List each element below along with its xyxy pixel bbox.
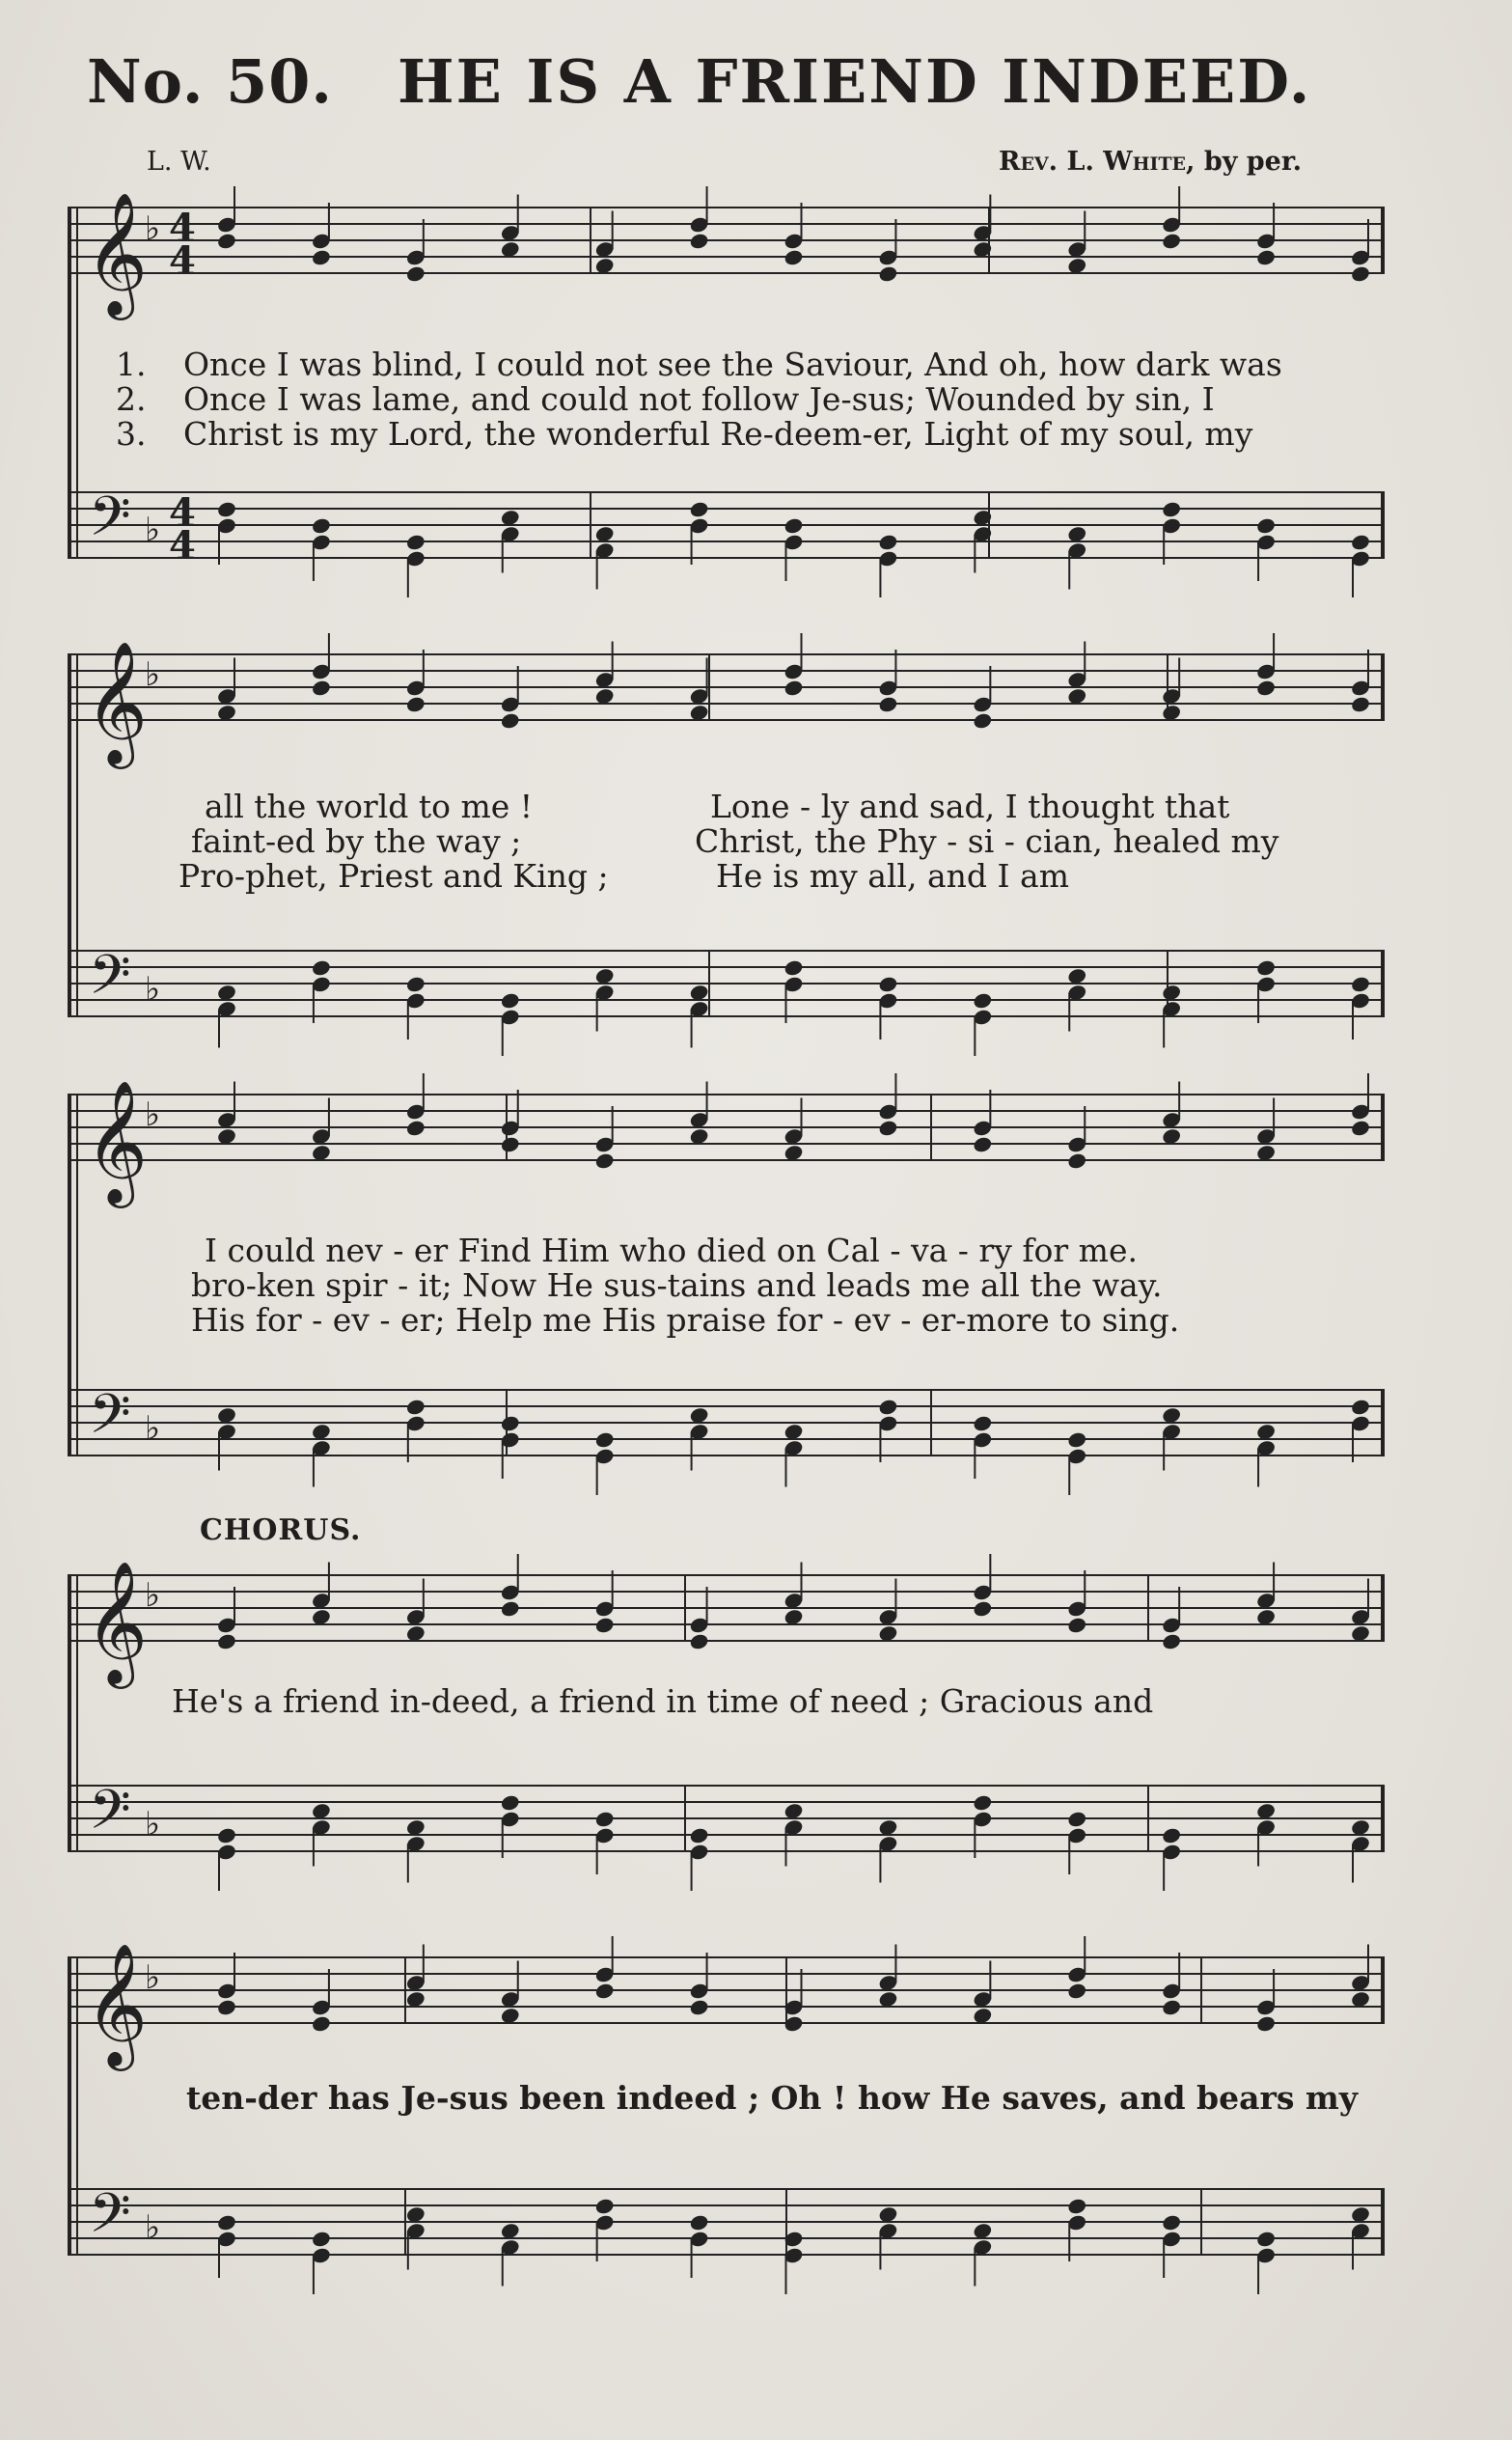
note-head xyxy=(406,266,425,283)
note-head xyxy=(312,1145,330,1161)
note-head xyxy=(501,1601,519,1618)
note-head xyxy=(1351,1609,1369,1625)
note-head xyxy=(690,1983,708,2000)
treble-staff-1 xyxy=(68,208,1385,273)
note-head xyxy=(1163,217,1181,234)
note-head xyxy=(690,502,708,518)
note-head xyxy=(1068,1153,1086,1170)
note-head xyxy=(595,241,614,258)
note-head xyxy=(1351,977,1369,993)
note-head xyxy=(312,1593,330,1609)
note-head xyxy=(1068,1432,1086,1449)
svg-text:♭: ♭ xyxy=(145,1576,161,1615)
note-head xyxy=(690,1424,708,1440)
note-head xyxy=(690,518,708,535)
note-head xyxy=(501,993,519,1010)
note-head xyxy=(690,1128,708,1145)
note-head xyxy=(974,697,992,713)
hymn-page: No. 50. HE IS A FRIEND INDEED. L. W. Rev. L. White, by per. 𝄞 ♭ 4 4 𝄢 ♭ 4 4 1. Once I was blind, I could not see the Saviour, And oh, how dark was 2. Once I was lame, and could not follow Je-sus; Wounded by sin, I 3. Christ is my Lord, the wonderful Re-deem-er, Light of my soul, my 𝄞 ♭ 𝄢 ♭ all the world to me ! Lone - ly and sad, I thought that faint-ed by the way ; Christ, the Phy - si - cian, healed my Pro-phet, Priest and King ; He is my all, and I am 𝄞 ♭ 𝄢 ♭ I could nev - er Find Him who died on Cal - va - ry for me. bro-ken spir - it; Now He sus-tains and leads me all the way. His for - ev - er; Help me His praise for - ev - er-more to sing. CHORUS. 𝄞 ♭ 𝄢 ♭ He's a friend in-deed, a friend in time of need ; Gracious and 𝄞 ♭ 𝄢 ♭ ten-der has Je-sus been indeed ; Oh ! how He saves, and bears my xyxy=(0,0,1512,2440)
note-head xyxy=(879,266,897,283)
note-head xyxy=(406,1400,425,1416)
note-head xyxy=(1257,960,1276,977)
note-head xyxy=(974,1991,992,2008)
note-head xyxy=(312,680,330,697)
note-head xyxy=(1257,1819,1276,1836)
note-head xyxy=(784,1819,803,1836)
note-head xyxy=(879,993,897,1010)
note-head xyxy=(879,977,897,993)
note-head xyxy=(406,1609,425,1625)
svg-text:♭: ♭ xyxy=(145,1958,161,1997)
verse-2-line-1: 2. Once I was lame, and could not follow Je-sus; Wounded by sin, I xyxy=(116,380,1215,418)
note-head xyxy=(1351,1104,1369,1121)
note-head xyxy=(1163,518,1181,535)
note-head xyxy=(595,258,614,274)
note-head xyxy=(1257,1440,1276,1456)
note-head xyxy=(879,1975,897,1991)
note-head xyxy=(1068,526,1086,542)
note-head xyxy=(784,960,803,977)
note-head xyxy=(217,1844,235,1861)
note-head xyxy=(1068,241,1086,258)
time-sig-top: 4 xyxy=(169,206,196,251)
flat-icon: ♭ xyxy=(145,209,161,248)
svg-text:𝄞: 𝄞 xyxy=(85,640,149,763)
note-head xyxy=(974,1795,992,1812)
note-head xyxy=(1257,1424,1276,1440)
note-head xyxy=(1351,680,1369,697)
note-head xyxy=(1351,1819,1369,1836)
svg-text:𝄞: 𝄞 xyxy=(85,1079,149,1203)
note-head xyxy=(217,502,235,518)
svg-text:𝄞: 𝄞 xyxy=(85,1560,149,1683)
note-head xyxy=(974,1812,992,1828)
note-head xyxy=(312,1819,330,1836)
note-head xyxy=(784,518,803,535)
note-head xyxy=(312,977,330,993)
note-head xyxy=(974,2008,992,2024)
svg-text:𝄢: 𝄢 xyxy=(89,2182,131,2259)
svg-text:𝄢: 𝄢 xyxy=(89,1383,131,1459)
note-head xyxy=(879,551,897,568)
note-head xyxy=(595,984,614,1001)
note-head xyxy=(974,1601,992,1618)
note-head xyxy=(312,664,330,680)
note-head xyxy=(312,535,330,551)
svg-text:♭: ♭ xyxy=(145,970,161,1009)
note-head xyxy=(879,1400,897,1416)
note-head xyxy=(974,1585,992,1601)
note-head xyxy=(1163,1112,1181,1128)
note-head xyxy=(784,664,803,680)
words-credit: L. W. xyxy=(147,147,211,177)
chorus-label: CHORUS. xyxy=(200,1513,362,1547)
note-head xyxy=(784,1609,803,1625)
note-head xyxy=(501,1795,519,1812)
note-head xyxy=(879,1819,897,1836)
note-head xyxy=(784,977,803,993)
note-head xyxy=(784,1145,803,1161)
note-head xyxy=(501,1812,519,1828)
note-head xyxy=(1068,1449,1086,1465)
note-head xyxy=(974,1121,992,1137)
time-sig-bottom: 4 xyxy=(169,238,196,284)
note-head xyxy=(217,1424,235,1440)
note-head xyxy=(217,2215,235,2232)
note-head xyxy=(312,2232,330,2248)
composer-suffix: , by per. xyxy=(1186,147,1303,177)
note-head xyxy=(974,1137,992,1153)
note-head xyxy=(1068,1983,1086,2000)
note-head xyxy=(1257,977,1276,993)
note-head xyxy=(1351,535,1369,551)
note-head xyxy=(879,250,897,266)
notes-system-4 xyxy=(217,1554,1369,1891)
hymn-title: HE IS A FRIEND INDEED. xyxy=(398,46,1312,117)
note-head xyxy=(784,1593,803,1609)
note-head xyxy=(217,1618,235,1634)
note-head xyxy=(1068,968,1086,984)
note-head xyxy=(1351,1991,1369,2008)
note-head xyxy=(406,1121,425,1137)
note-head xyxy=(501,1121,519,1137)
note-head xyxy=(974,2223,992,2239)
note-head xyxy=(406,551,425,568)
svg-text:𝄢: 𝄢 xyxy=(89,944,131,1020)
note-head xyxy=(1163,705,1181,721)
note-head xyxy=(406,1416,425,1432)
note-head xyxy=(784,680,803,697)
verse-3-line-1: 3. Christ is my Lord, the wonderful Re-deem-er, Light of my soul, my xyxy=(116,415,1253,453)
note-head xyxy=(1068,1618,1086,1634)
note-head xyxy=(501,1010,519,1026)
note-head xyxy=(595,1618,614,1634)
note-head xyxy=(501,241,519,258)
note-head xyxy=(1163,1001,1181,1017)
note-head xyxy=(501,1991,519,2008)
note-head xyxy=(312,518,330,535)
note-head xyxy=(690,1407,708,1424)
note-head xyxy=(595,1983,614,2000)
note-head xyxy=(312,1128,330,1145)
note-head xyxy=(1351,551,1369,568)
note-head xyxy=(406,2206,425,2223)
note-head xyxy=(974,993,992,1010)
note-head xyxy=(312,2000,330,2016)
note-head xyxy=(1163,234,1181,250)
note-head xyxy=(879,1609,897,1625)
svg-text:𝄞: 𝄞 xyxy=(85,1942,149,2066)
note-head xyxy=(1257,2248,1276,2264)
note-head xyxy=(1163,688,1181,705)
note-head xyxy=(690,705,708,721)
note-head xyxy=(501,2008,519,2024)
note-head xyxy=(217,1407,235,1424)
note-head xyxy=(1351,1416,1369,1432)
note-head xyxy=(595,968,614,984)
note-head xyxy=(406,1819,425,1836)
note-head xyxy=(1163,1634,1181,1650)
note-head xyxy=(595,1828,614,1844)
note-head xyxy=(974,713,992,730)
note-head xyxy=(217,217,235,234)
note-head xyxy=(406,535,425,551)
composer-name: Rev. L. White xyxy=(999,147,1187,177)
note-head xyxy=(1257,250,1276,266)
note-head xyxy=(501,2239,519,2256)
note-head xyxy=(1351,993,1369,1010)
note-head xyxy=(595,1432,614,1449)
note-head xyxy=(690,2215,708,2232)
note-head xyxy=(879,680,897,697)
note-head xyxy=(690,1634,708,1650)
note-head xyxy=(1163,1844,1181,1861)
note-head xyxy=(879,1104,897,1121)
note-head xyxy=(690,217,708,234)
note-head xyxy=(595,542,614,559)
note-head xyxy=(501,510,519,526)
note-head xyxy=(217,705,235,721)
note-head xyxy=(595,1812,614,1828)
note-head xyxy=(784,535,803,551)
note-head xyxy=(690,1112,708,1128)
note-head xyxy=(784,1440,803,1456)
hymn-number: No. 50. xyxy=(87,46,333,117)
note-head xyxy=(595,2199,614,2215)
note-head xyxy=(217,1001,235,1017)
note-head xyxy=(595,1449,614,1465)
note-head xyxy=(217,2000,235,2016)
note-head xyxy=(1163,502,1181,518)
note-head xyxy=(217,1112,235,1128)
note-head xyxy=(501,1585,519,1601)
note-head xyxy=(1351,1121,1369,1137)
note-head xyxy=(879,1836,897,1852)
music-credit xyxy=(999,147,1302,177)
note-head xyxy=(974,1010,992,1026)
note-head xyxy=(1257,2016,1276,2033)
note-head xyxy=(312,1803,330,1819)
note-head xyxy=(501,526,519,542)
note-head xyxy=(406,993,425,1010)
note-head xyxy=(1068,672,1086,688)
note-head xyxy=(1068,2215,1086,2232)
note-head xyxy=(312,2016,330,2033)
note-head xyxy=(879,697,897,713)
note-head xyxy=(690,984,708,1001)
note-head xyxy=(406,1975,425,1991)
note-head xyxy=(784,234,803,250)
note-head xyxy=(501,2223,519,2239)
note-head xyxy=(406,1836,425,1852)
svg-text:♭: ♭ xyxy=(145,1409,161,1448)
note-head xyxy=(501,1432,519,1449)
note-head xyxy=(1351,1400,1369,1416)
note-head xyxy=(217,1983,235,2000)
note-head xyxy=(690,1001,708,1017)
note-head xyxy=(312,250,330,266)
note-head xyxy=(1163,2000,1181,2016)
music-system-5 xyxy=(0,1940,1512,2316)
note-head xyxy=(690,234,708,250)
note-head xyxy=(312,234,330,250)
note-head xyxy=(1257,664,1276,680)
note-head xyxy=(406,680,425,697)
bass-clef-icon: 𝄢 xyxy=(89,485,131,562)
note-head xyxy=(1068,1812,1086,1828)
note-head xyxy=(312,960,330,977)
note-head xyxy=(1257,1609,1276,1625)
note-head xyxy=(1351,697,1369,713)
note-head xyxy=(1163,2232,1181,2248)
note-head xyxy=(1068,258,1086,274)
note-head xyxy=(1068,1967,1086,1983)
note-head xyxy=(595,688,614,705)
note-head xyxy=(501,1416,519,1432)
note-head xyxy=(1257,1145,1276,1161)
note-head xyxy=(1257,2232,1276,2248)
note-head xyxy=(1351,1975,1369,1991)
note-head xyxy=(974,1416,992,1432)
svg-text:♭: ♭ xyxy=(145,655,161,694)
note-head xyxy=(879,1121,897,1137)
note-head xyxy=(1163,1424,1181,1440)
note-head xyxy=(879,535,897,551)
note-head xyxy=(1257,1593,1276,1609)
note-head xyxy=(690,1844,708,1861)
note-head xyxy=(1163,1983,1181,2000)
note-head xyxy=(1351,2206,1369,2223)
note-head xyxy=(595,1153,614,1170)
note-head xyxy=(312,2248,330,2264)
music-system-4 xyxy=(0,1554,1512,1930)
note-head xyxy=(879,2206,897,2223)
note-head xyxy=(1257,2000,1276,2016)
note-head xyxy=(690,2000,708,2016)
note-head xyxy=(406,697,425,713)
note-head xyxy=(501,1137,519,1153)
note-head xyxy=(217,1828,235,1844)
note-head xyxy=(1257,234,1276,250)
svg-text:4: 4 xyxy=(169,523,196,568)
note-head xyxy=(1351,2223,1369,2239)
note-head xyxy=(501,697,519,713)
note-head xyxy=(217,1634,235,1650)
verse-1-line-1: 1. Once I was blind, I could not see the Saviour, And oh, how dark was xyxy=(116,346,1282,383)
note-head xyxy=(1068,542,1086,559)
note-head xyxy=(1068,2199,1086,2215)
note-head xyxy=(879,1991,897,2008)
note-head xyxy=(217,1128,235,1145)
bass-staff-1 xyxy=(68,492,1385,558)
note-head xyxy=(974,2239,992,2256)
note-head xyxy=(595,2215,614,2232)
note-head xyxy=(595,1601,614,1618)
note-head xyxy=(690,688,708,705)
note-head xyxy=(595,1967,614,1983)
note-head xyxy=(974,1432,992,1449)
note-head xyxy=(1257,1803,1276,1819)
note-head xyxy=(595,526,614,542)
note-head xyxy=(1351,1625,1369,1642)
note-head xyxy=(312,1609,330,1625)
svg-text:4: 4 xyxy=(169,490,196,536)
note-head xyxy=(1257,518,1276,535)
treble-clef-icon: 𝄞 xyxy=(85,191,149,315)
note-head xyxy=(1257,680,1276,697)
note-head xyxy=(879,1416,897,1432)
note-head xyxy=(879,1625,897,1642)
note-head xyxy=(1068,688,1086,705)
note-head xyxy=(1163,1128,1181,1145)
note-head xyxy=(217,234,235,250)
svg-text:♭: ♭ xyxy=(145,1095,161,1134)
note-head xyxy=(406,250,425,266)
note-head xyxy=(1163,1828,1181,1844)
note-head xyxy=(501,225,519,241)
bass-flat-icon: ♭ xyxy=(145,511,161,549)
note-head xyxy=(784,1424,803,1440)
note-head xyxy=(406,1104,425,1121)
note-head xyxy=(1257,1128,1276,1145)
note-head xyxy=(406,1991,425,2008)
note-head xyxy=(1068,1601,1086,1618)
title-row xyxy=(87,46,1438,124)
note-head xyxy=(217,518,235,535)
note-head xyxy=(1351,266,1369,283)
note-head xyxy=(1163,984,1181,1001)
note-head xyxy=(1068,1828,1086,1844)
svg-text:♭: ♭ xyxy=(145,2208,161,2247)
svg-text:♭: ♭ xyxy=(145,1805,161,1844)
note-head xyxy=(690,1828,708,1844)
note-head xyxy=(690,2232,708,2248)
note-head xyxy=(784,250,803,266)
note-head xyxy=(312,1424,330,1440)
note-head xyxy=(217,688,235,705)
note-head xyxy=(879,2223,897,2239)
note-head xyxy=(1351,250,1369,266)
note-head xyxy=(595,1137,614,1153)
note-head xyxy=(217,2232,235,2248)
note-head xyxy=(595,672,614,688)
note-head xyxy=(784,1128,803,1145)
note-head xyxy=(217,984,235,1001)
note-head xyxy=(690,1618,708,1634)
note-head xyxy=(1163,1618,1181,1634)
note-head xyxy=(1351,1836,1369,1852)
note-head xyxy=(1068,984,1086,1001)
note-head xyxy=(406,2223,425,2239)
note-head xyxy=(1163,2215,1181,2232)
note-head xyxy=(406,1625,425,1642)
note-head xyxy=(1163,1407,1181,1424)
svg-text:𝄢: 𝄢 xyxy=(89,1779,131,1855)
note-head xyxy=(312,1440,330,1456)
note-head xyxy=(501,713,519,730)
note-head xyxy=(1257,535,1276,551)
note-head xyxy=(1068,1137,1086,1153)
note-head xyxy=(406,977,425,993)
note-head xyxy=(784,1803,803,1819)
